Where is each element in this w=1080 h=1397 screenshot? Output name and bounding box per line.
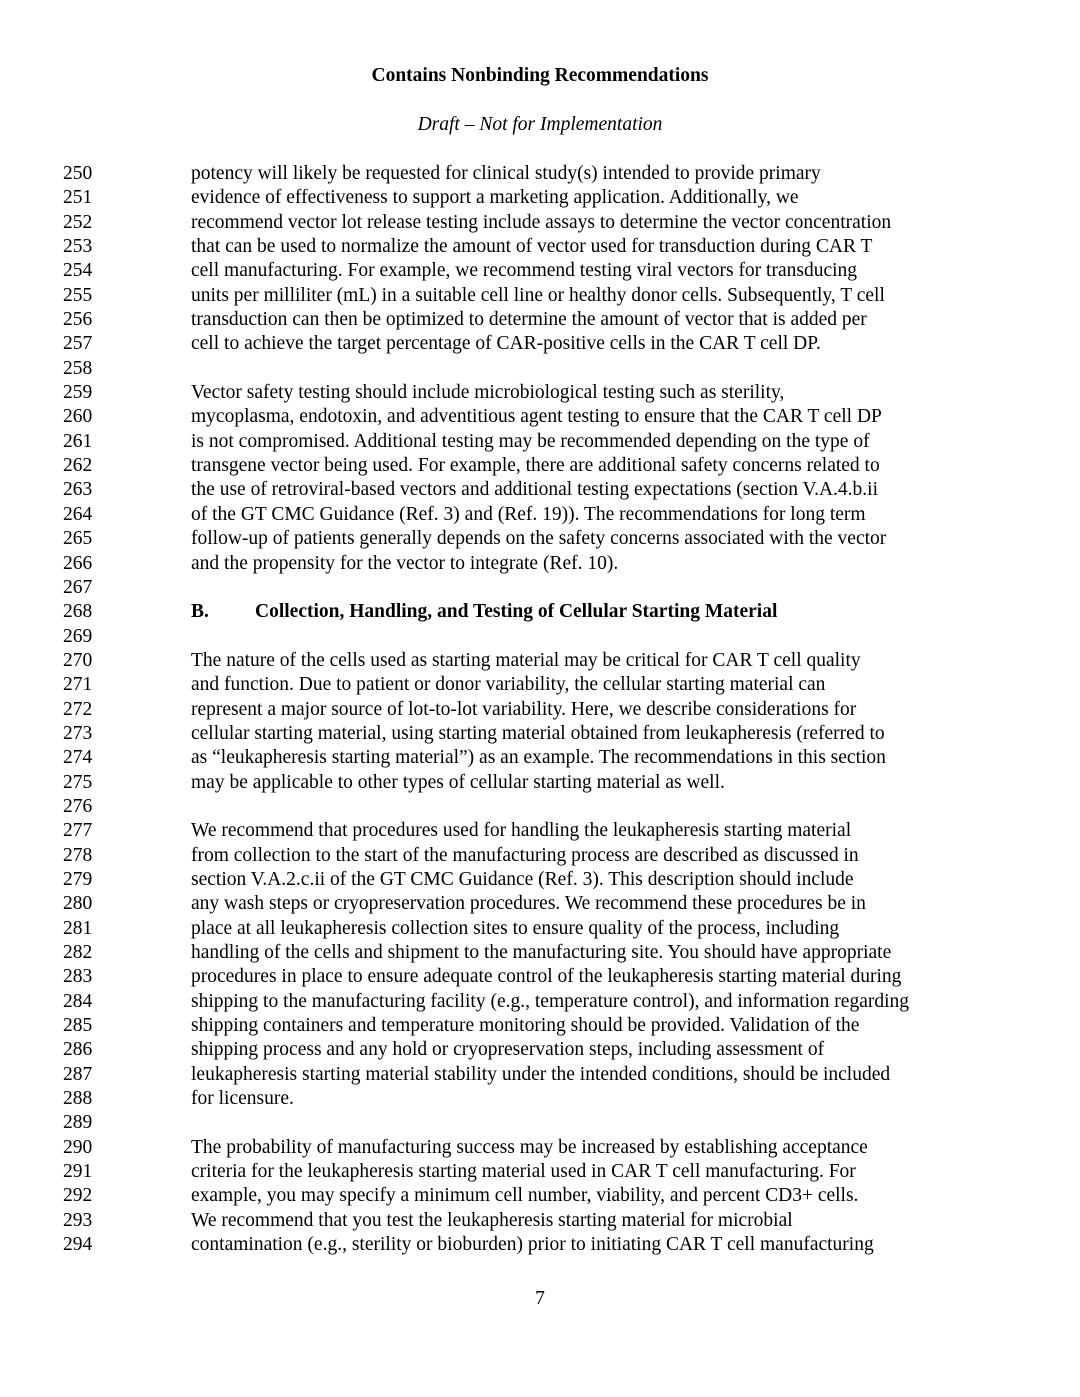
line-number: 252 — [63, 211, 93, 233]
line-number: 292 — [63, 1185, 93, 1207]
line-number: 273 — [63, 722, 93, 744]
text-line — [0, 381, 1080, 405]
line-number: 267 — [63, 576, 93, 598]
line-text: units per milliliter (mL) in a suitable cell line or healthy donor cells. Subsequently, T cell — [191, 284, 885, 306]
text-line — [0, 625, 1080, 649]
line-text: the use of retroviral-based vectors and additional testing expectations (section V.A.4.b.ii — [191, 479, 879, 501]
text-line — [0, 1087, 1080, 1111]
text-line — [0, 673, 1080, 697]
text-line — [0, 211, 1080, 235]
section-heading — [191, 600, 778, 624]
line-text: shipping to the manufacturing facility (e.g., temperature control), and information regarding — [191, 990, 910, 1012]
line-number: 290 — [63, 1136, 93, 1158]
text-line — [0, 478, 1080, 502]
text-line — [0, 1038, 1080, 1062]
line-number: 278 — [63, 844, 93, 866]
line-text: recommend vector lot release testing include assays to determine the vector concentration — [191, 211, 892, 233]
text-line — [0, 454, 1080, 478]
line-number: 281 — [63, 917, 93, 939]
text-line — [0, 649, 1080, 673]
line-number: 264 — [63, 503, 93, 525]
line-text: leukapheresis starting material stability under the intended conditions, should be included — [191, 1063, 891, 1085]
line-text: contamination (e.g., sterility or bioburden) prior to initiating CAR T cell manufacturing — [191, 1234, 874, 1256]
text-line — [0, 1209, 1080, 1233]
text-line — [0, 235, 1080, 259]
text-line — [0, 1014, 1080, 1038]
line-number: 261 — [63, 430, 93, 452]
text-line — [0, 308, 1080, 332]
line-text: as “leukapheresis starting material”) as an example. The recommendations in this section — [191, 747, 886, 769]
line-text: shipping containers and temperature monitoring should be provided. Validation of the — [191, 1015, 860, 1037]
line-text: transgene vector being used. For example, there are additional safety concerns related to — [191, 455, 880, 477]
line-text: is not compromised. Additional testing may be recommended depending on the type of — [191, 430, 870, 452]
text-line — [0, 503, 1080, 527]
text-line — [0, 795, 1080, 819]
line-text: from collection to the start of the manufacturing process are described as discussed in — [191, 844, 859, 866]
text-line — [0, 1111, 1080, 1135]
line-number: 260 — [63, 406, 93, 428]
text-line — [0, 819, 1080, 843]
text-line — [0, 1160, 1080, 1184]
text-line — [0, 892, 1080, 916]
page-number: 7 — [535, 1288, 545, 1309]
text-line — [0, 162, 1080, 186]
line-text: mycoplasma, endotoxin, and adventitious agent testing to ensure that the CAR T cell DP — [191, 406, 882, 428]
line-text: represent a major source of lot-to-lot variability. Here, we describe considerations for — [191, 698, 857, 720]
line-text: The nature of the cells used as starting material may be critical for CAR T cell quality — [191, 649, 861, 671]
line-number: 269 — [63, 625, 93, 647]
line-number: 271 — [63, 674, 93, 696]
line-text: may be applicable to other types of cellular starting material as well. — [191, 771, 725, 793]
text-line — [0, 917, 1080, 941]
line-text: section V.A.2.c.ii of the GT CMC Guidance (Ref. 3). This description should include — [191, 868, 854, 890]
line-text: criteria for the leukapheresis starting material used in CAR T cell manufacturing. For — [191, 1161, 856, 1183]
line-number: 255 — [63, 284, 93, 306]
line-number: 277 — [63, 820, 93, 842]
text-line — [0, 868, 1080, 892]
document-header-subtitle: Draft – Not for Implementation — [417, 114, 663, 135]
line-text: handling of the cells and shipment to the manufacturing site. You should have appropriate — [191, 942, 892, 963]
text-line — [0, 405, 1080, 429]
line-number: 275 — [63, 771, 93, 793]
line-number: 263 — [63, 479, 93, 501]
line-text: cell to achieve the target percentage of CAR-positive cells in the CAR T cell DP. — [191, 333, 821, 355]
line-number: 262 — [63, 455, 93, 477]
line-text: of the GT CMC Guidance (Ref. 3) and (Ref. 19)). The recommendations for long term — [191, 503, 866, 525]
text-line — [0, 965, 1080, 989]
text-line — [0, 1063, 1080, 1087]
line-number: 280 — [63, 893, 93, 915]
line-number: 253 — [63, 236, 93, 258]
text-line — [0, 990, 1080, 1014]
text-line — [0, 771, 1080, 795]
text-line — [0, 746, 1080, 770]
text-line — [0, 552, 1080, 576]
line-text: that can be used to normalize the amount of vector used for transduction during CAR T — [191, 236, 873, 258]
line-number: 250 — [63, 163, 93, 184]
text-line — [0, 332, 1080, 356]
line-number: 286 — [63, 1039, 93, 1061]
document-body — [0, 162, 1080, 1257]
line-text: place at all leukapheresis collection sites to ensure quality of the process, including — [191, 917, 840, 939]
line-text: We recommend that you test the leukapheresis starting material for microbial — [191, 1209, 793, 1231]
line-number: 270 — [63, 649, 93, 671]
line-text: shipping process and any hold or cryopreservation steps, including assessment of — [191, 1039, 825, 1061]
line-text: The probability of manufacturing success may be increased by establishing acceptance — [191, 1136, 868, 1158]
line-text: example, you may specify a minimum cell number, viability, and percent CD3+ cells. — [191, 1185, 859, 1207]
text-line — [0, 186, 1080, 210]
text-line — [0, 259, 1080, 283]
line-number: 288 — [63, 1088, 93, 1110]
line-number: 279 — [63, 868, 93, 890]
text-line — [0, 844, 1080, 868]
line-text: We recommend that procedures used for handling the leukapheresis starting material — [191, 820, 852, 842]
line-number: 254 — [63, 260, 93, 282]
section-heading-letter: B. — [191, 601, 209, 623]
line-number: 291 — [63, 1161, 93, 1183]
line-number: 274 — [63, 747, 93, 769]
line-number: 276 — [63, 795, 93, 817]
line-number: 294 — [63, 1234, 93, 1256]
line-number: 258 — [63, 357, 93, 379]
section-heading-line — [0, 600, 1080, 624]
line-text: for licensure. — [191, 1088, 294, 1110]
text-line — [0, 527, 1080, 551]
text-line — [0, 1184, 1080, 1208]
line-number: 257 — [63, 333, 93, 355]
line-text: and the propensity for the vector to integrate (Ref. 10). — [191, 552, 619, 574]
line-number: 268 — [63, 601, 93, 623]
line-number: 284 — [63, 990, 93, 1012]
line-number: 259 — [63, 382, 93, 404]
line-text: cellular starting material, using starting material obtained from leukapheresis (referred to — [191, 722, 885, 744]
line-number: 265 — [63, 528, 93, 550]
line-text: evidence of effectiveness to support a marketing application. Additionally, we — [191, 187, 799, 209]
line-number: 272 — [63, 698, 93, 720]
text-line — [0, 284, 1080, 308]
line-number: 285 — [63, 1015, 93, 1037]
line-number: 251 — [63, 187, 93, 209]
text-line — [0, 698, 1080, 722]
document-header-title: Contains Nonbinding Recommendations — [371, 65, 709, 86]
line-number: 289 — [63, 1112, 93, 1134]
line-number: 283 — [63, 966, 93, 988]
line-number: 266 — [63, 552, 93, 574]
text-line — [0, 722, 1080, 746]
line-text: potency will likely be requested for clinical study(s) intended to provide primary — [191, 163, 821, 184]
line-number: 256 — [63, 309, 93, 331]
text-line — [0, 941, 1080, 965]
line-number: 293 — [63, 1209, 93, 1231]
line-text: Vector safety testing should include microbiological testing such as sterility, — [191, 382, 785, 404]
text-line — [0, 1136, 1080, 1160]
line-number: 282 — [63, 942, 93, 963]
section-heading-title: Collection, Handling, and Testing of Cellular Starting Material — [255, 601, 778, 623]
line-text: follow-up of patients generally depends on the safety concerns associated with the vector — [191, 528, 887, 550]
text-line — [0, 430, 1080, 454]
text-line — [0, 1233, 1080, 1257]
line-text: cell manufacturing. For example, we recommend testing viral vectors for transducing — [191, 260, 858, 282]
line-text: transduction can then be optimized to determine the amount of vector that is added per — [191, 309, 867, 331]
line-number: 287 — [63, 1063, 93, 1085]
line-text: procedures in place to ensure adequate control of the leukapheresis starting material during — [191, 966, 902, 988]
line-text: and function. Due to patient or donor variability, the cellular starting material can — [191, 674, 826, 696]
text-line — [0, 576, 1080, 600]
text-line — [0, 357, 1080, 381]
line-text: any wash steps or cryopreservation procedures. We recommend these procedures be in — [191, 893, 866, 915]
